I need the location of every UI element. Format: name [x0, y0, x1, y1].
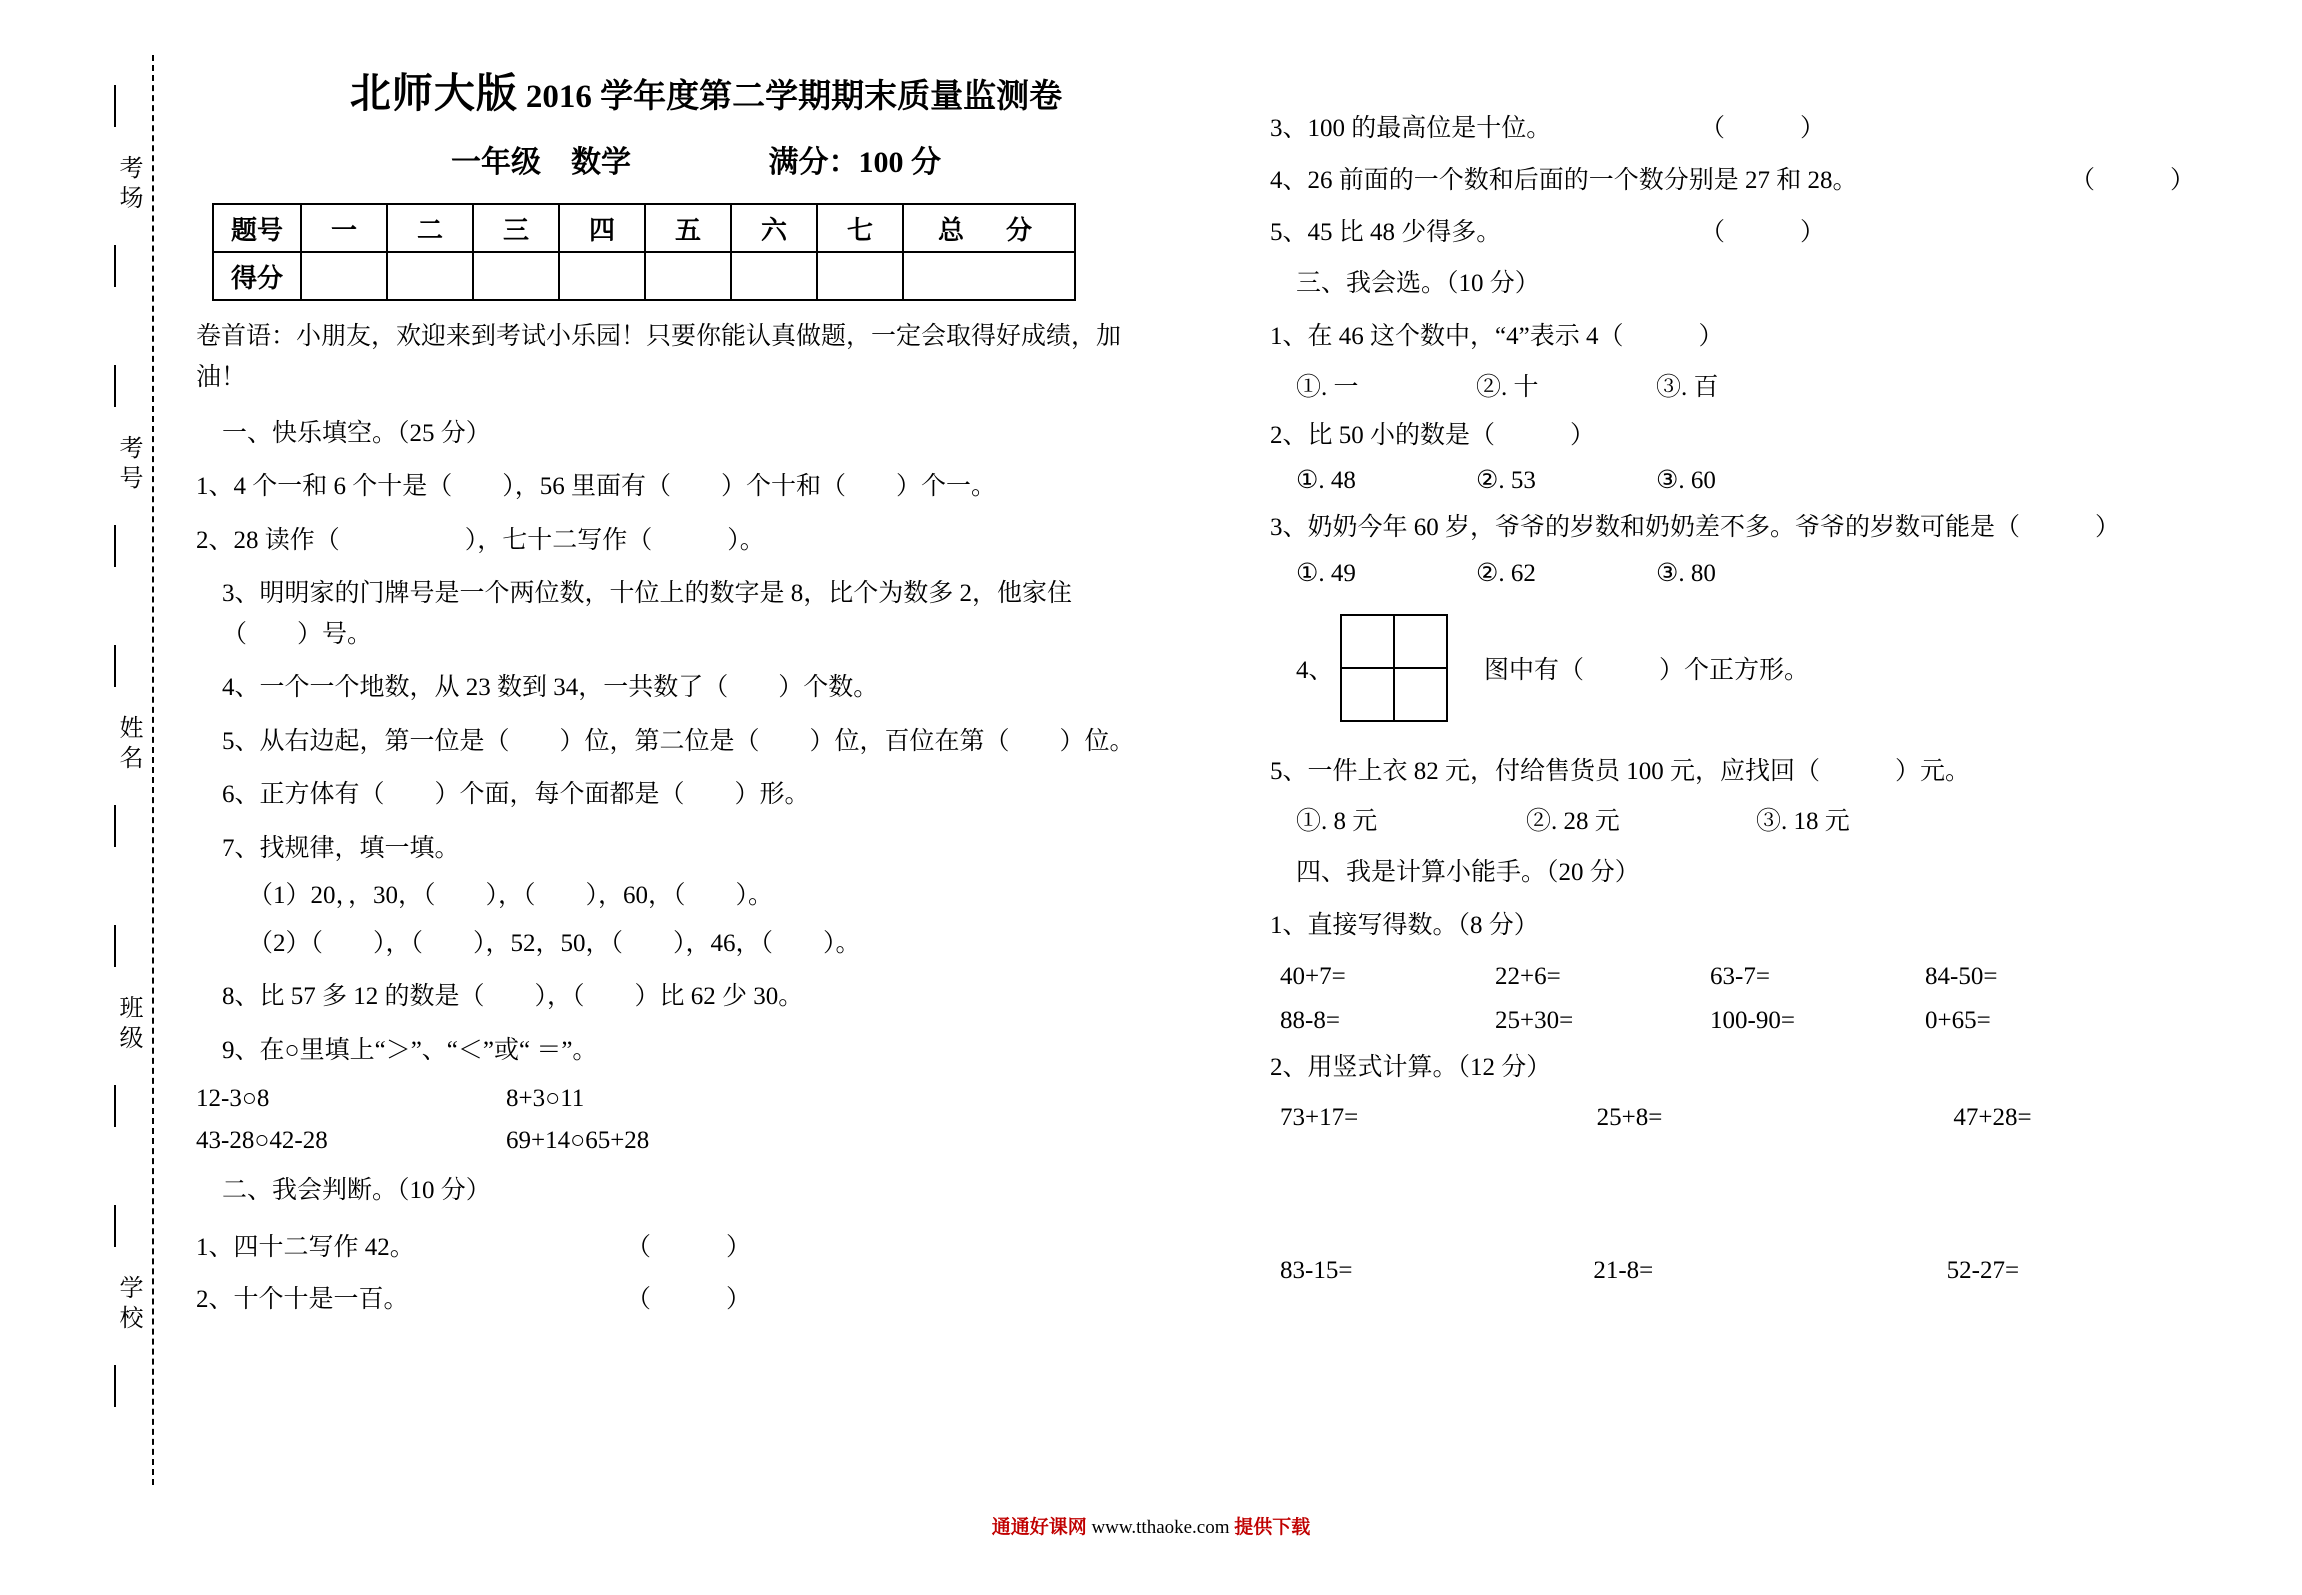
binding-dashed-line [152, 55, 154, 1485]
score-table-cell-blank[interactable] [301, 252, 387, 300]
section-3-question-2: 2、比 50 小的数是（ ） [1270, 421, 1596, 449]
section-1-item: 7、找规律，填一填。 [222, 834, 460, 862]
score-table-cell: 六 [731, 204, 817, 252]
section-2-item-text: 3、100 的最高位是十位。 [1270, 115, 1552, 142]
title-publisher: 北师大版 [349, 69, 518, 117]
section-2-item [196, 1279, 1156, 1315]
section-2-item-text: 4、26 前面的一个数和后面的一个数分别是 27 和 28。 [1270, 167, 1858, 194]
calc-item[interactable]: 40+7= [1280, 962, 1346, 990]
score-table-cell: 二 [387, 204, 473, 252]
score-table-cell-blank[interactable] [731, 252, 817, 300]
side-label-school: 学校 [115, 1275, 141, 1335]
calc-row [1270, 963, 2230, 991]
section-2-item [196, 1227, 1156, 1263]
option-item[interactable]: ②. 62 [1476, 559, 1536, 587]
calc-item[interactable]: 25+30= [1495, 1006, 1574, 1034]
section-2-item-text: 2、十个十是一百。 [196, 1286, 409, 1313]
calc-item[interactable]: 21-8= [1593, 1257, 1654, 1284]
option-item[interactable]: ①. 8 元 [1296, 808, 1378, 835]
calc-item[interactable]: 84-50= [1925, 962, 1998, 990]
section-4-sub-2: 2、用竖式计算。（12 分） [1270, 1053, 1552, 1081]
score-table-cell: 得分 [213, 252, 301, 300]
vertical-calc-row [1270, 1257, 2230, 1285]
score-table-cell: 七 [817, 204, 903, 252]
score-table-cell: 三 [473, 204, 559, 252]
footer-url[interactable]: www.tthaoke.com [1091, 1517, 1230, 1538]
judge-bracket[interactable]: （ ） [626, 1234, 752, 1261]
calc-item[interactable]: 52-27= [1946, 1257, 2020, 1284]
score-table-cell-blank[interactable] [559, 252, 645, 300]
score-table-cell-blank[interactable] [645, 252, 731, 300]
calc-item[interactable]: 73+17= [1280, 1104, 1359, 1131]
score-table-cell-blank[interactable] [817, 252, 903, 300]
side-label-name: 姓名 [115, 715, 141, 775]
judge-bracket[interactable]: （ ） [1700, 115, 1826, 142]
side-label-strip [86, 55, 146, 1485]
judge-bracket[interactable]: （ ） [1700, 219, 1826, 246]
section-3-options-5 [1270, 801, 2230, 837]
compare-right: 69+14○65+28 [506, 1127, 650, 1154]
option-item[interactable]: ②. 28 元 [1526, 808, 1620, 835]
section-1-item: 9、在○里填上“＞”、“＜”或“ ＝”。 [222, 1036, 598, 1064]
score-table-cell-blank[interactable] [473, 252, 559, 300]
option-item[interactable]: ①. 一 [1296, 373, 1359, 401]
section-3-options-3 [1270, 558, 2230, 588]
left-column [196, 60, 1156, 1315]
option-item[interactable]: ②. 53 [1476, 467, 1536, 494]
section-4-sub-1: 1、直接写得数。（8 分） [1270, 912, 1539, 939]
score-table-cell-blank[interactable] [903, 252, 1075, 300]
section-3-question-3: 3、奶奶今年 60 岁，爷爷的岁数和奶奶差不多。爷爷的岁数可能是（ ） [1270, 514, 2121, 541]
section-1-item: 4、一个一个地数，从 23 数到 34，一共数了（ ）个数。 [222, 674, 879, 701]
right-column [1270, 108, 2230, 1285]
section-1-item: 6、正方体有（ ）个面，每个面都是（ ）形。 [222, 781, 810, 808]
side-label-exam-number: 考号 [115, 435, 141, 495]
score-table [212, 203, 1076, 301]
compare-row [196, 1127, 1156, 1155]
page-footer [0, 1512, 2302, 1539]
calc-item[interactable]: 25+8= [1596, 1104, 1663, 1131]
section-3-question-4 [1270, 614, 2230, 722]
calc-item[interactable]: 22+6= [1495, 962, 1561, 990]
square-grid-figure [1340, 614, 1448, 722]
footer-tail: 提供下载 [1234, 1517, 1311, 1538]
section-1-item: （1）20，，30，（ ），（ ），60，（ ）。 [248, 882, 774, 909]
section-1-item: （2）（ ），（ ），52，50，（ ），46，（ ）。 [248, 929, 861, 957]
compare-left: 12-3○8 [196, 1085, 270, 1112]
compare-right: 8+3○11 [506, 1085, 585, 1112]
score-table-cell: 四 [559, 204, 645, 252]
compare-left: 43-28○42-28 [196, 1127, 328, 1154]
compare-row [196, 1085, 1156, 1113]
option-item[interactable]: ③. 18 元 [1756, 808, 1850, 835]
paper-title [256, 60, 1156, 119]
score-table-cell: 一 [301, 204, 387, 252]
calc-item[interactable]: 100-90= [1710, 1006, 1795, 1034]
score-table-cell: 五 [645, 204, 731, 252]
section-2-heading: 二、我会判断。（10 分） [222, 1177, 491, 1204]
option-item[interactable]: ①. 49 [1296, 559, 1356, 587]
score-table-cell: 题号 [213, 204, 301, 252]
section-3-question-1: 1、在 46 这个数中，“4”表示 4（ ） [1270, 323, 1724, 350]
title-main-text: 2016 学年度第二学期期末质量监测卷 [525, 79, 1063, 115]
calc-item[interactable]: 47+28= [1953, 1104, 2032, 1131]
option-item[interactable]: ③. 百 [1656, 373, 1719, 401]
section-1-item: 8、比 57 多 12 的数是（ ），（ ）比 62 少 30。 [222, 983, 804, 1010]
calc-item[interactable]: 88-8= [1280, 1006, 1340, 1034]
section-2-item [1270, 160, 2230, 196]
section-2-item [1270, 212, 2230, 248]
subtitle-full-score: 满分：100 分 [768, 146, 941, 179]
section-3-options-2 [1270, 465, 2230, 495]
question-4-text: 图中有（ ）个正方形。 [1484, 656, 1810, 684]
section-3-options-1 [1270, 367, 2230, 403]
judge-bracket[interactable]: （ ） [2070, 167, 2196, 194]
option-item[interactable]: ③. 60 [1656, 467, 1716, 494]
question-4-number: 4、 [1296, 656, 1334, 684]
side-label-class: 班级 [115, 995, 141, 1055]
paper-subtitle [236, 137, 1156, 181]
section-3-heading: 三、我会选。（10 分） [1296, 270, 1540, 297]
score-table-cell: 总 分 [903, 204, 1075, 252]
calc-item[interactable]: 63-7= [1710, 962, 1770, 990]
option-item[interactable]: ②. 十 [1476, 373, 1539, 401]
section-1-item: 1、4 个一和 6 个十是（ ），56 里面有（ ）个十和（ ）个一。 [196, 473, 997, 500]
table-row [213, 204, 1075, 252]
side-label-exam-room: 考场 [115, 155, 141, 215]
calc-item[interactable]: 0+65= [1925, 1006, 1991, 1034]
section-2-item-text: 5、45 比 48 少得多。 [1270, 219, 1502, 246]
preface-text: 卷首语：小朋友，欢迎来到考试小乐园！只要你能认真做题，一定会取得好成绩，加油！ [196, 323, 1122, 391]
option-item[interactable]: ①. 48 [1296, 467, 1356, 494]
section-2-item-text: 1、四十二写作 42。 [196, 1234, 415, 1261]
calc-row [1270, 1007, 2230, 1035]
section-1-heading: 一、快乐填空。（25 分） [222, 420, 491, 447]
vertical-calc-row [1270, 1104, 2230, 1132]
table-row [213, 252, 1075, 300]
section-3-question-5: 5、一件上衣 82 元，付给售货员 100 元，应找回（ ）元。 [1270, 757, 1971, 785]
judge-bracket[interactable]: （ ） [626, 1286, 752, 1313]
section-1-item: 2、28 读作（ ），七十二写作（ ）。 [196, 526, 765, 554]
score-table-cell-blank[interactable] [387, 252, 473, 300]
section-4-heading: 四、我是计算小能手。（20 分） [1296, 859, 1640, 886]
subtitle-grade: 一年级 数学 [451, 146, 631, 179]
section-2-item [1270, 108, 2230, 144]
section-1-item: 3、明明家的门牌号是一个两位数，十位上的数字是 8，比个为数多 2，他家住（ ）号。 [222, 580, 1073, 648]
section-1-item: 5、从右边起，第一位是（ ）位，第二位是（ ）位，百位在第（ ）位。 [222, 727, 1135, 755]
calc-item[interactable]: 83-15= [1280, 1257, 1353, 1284]
option-item[interactable]: ③. 80 [1656, 559, 1716, 587]
footer-site-name: 通通好课网 [991, 1517, 1087, 1538]
